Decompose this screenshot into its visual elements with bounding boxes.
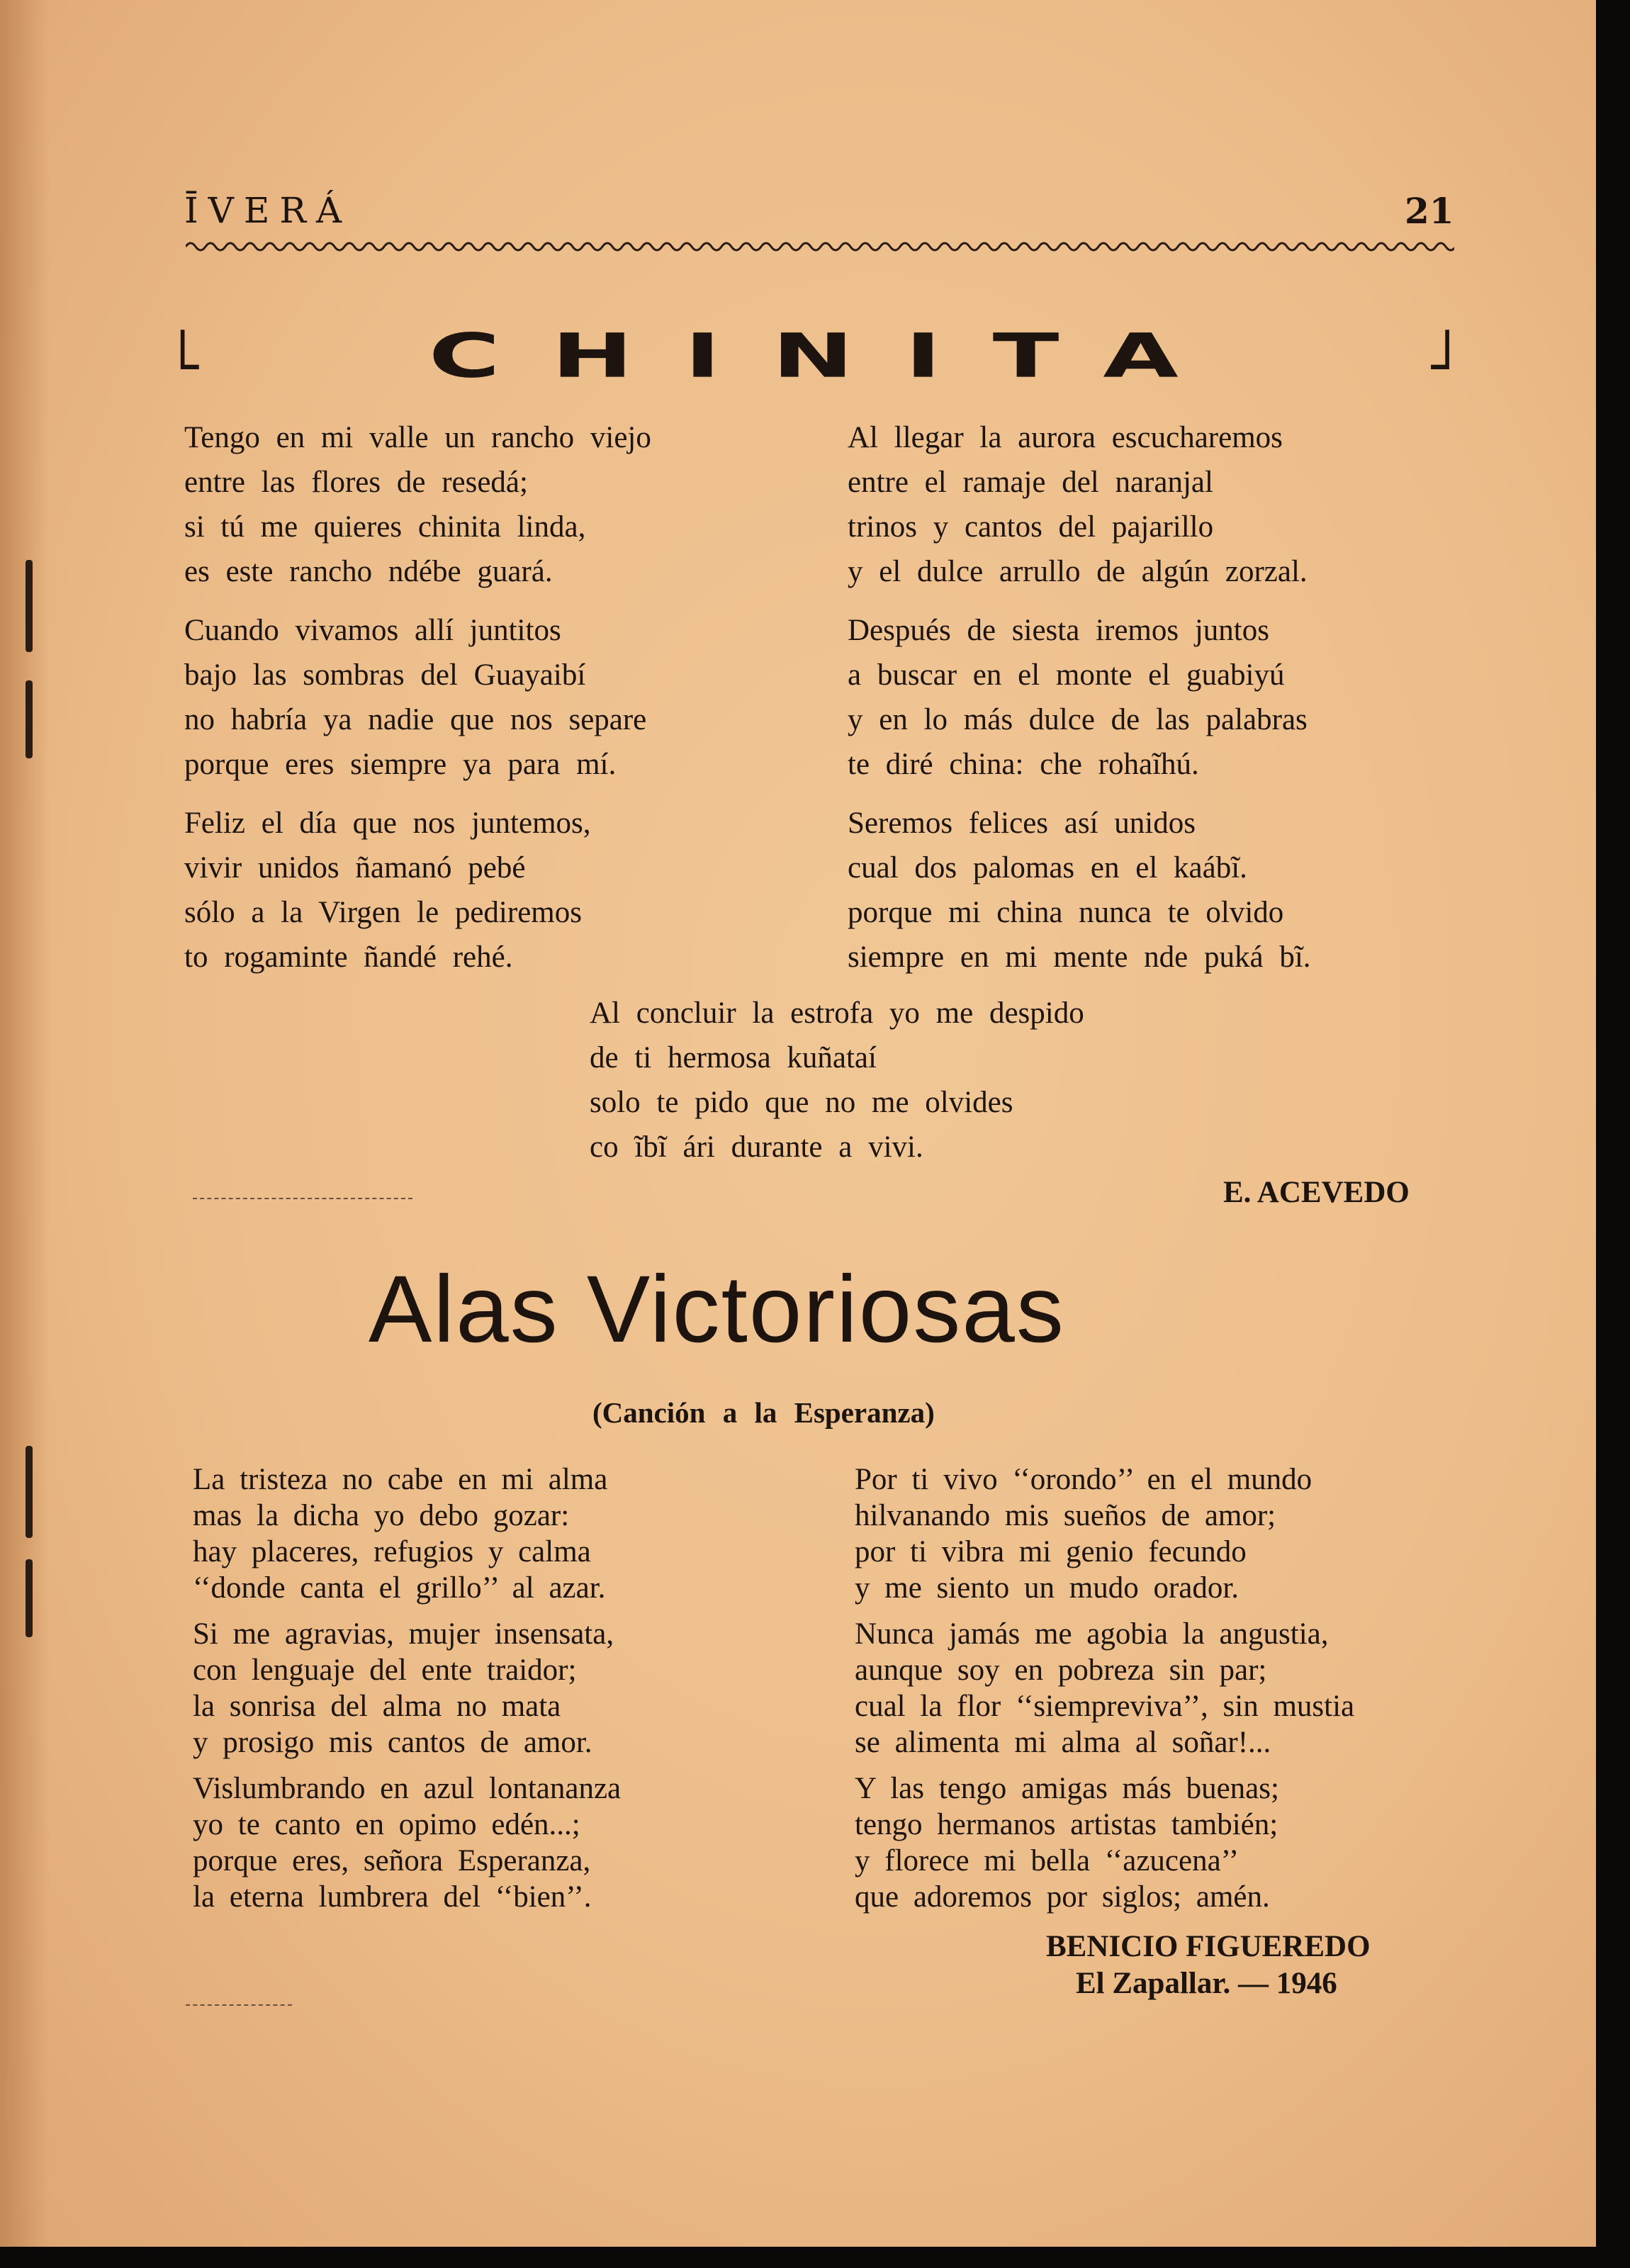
author-signature-figueredo: BENICIO FIGUEREDO: [1046, 1930, 1371, 1963]
verse-line: cual la flor ‘‘siempreviva’’, sin mustia: [855, 1690, 1355, 1723]
verse-line: Nunca jamás me agobia la angustia,: [855, 1617, 1329, 1651]
verse-line: cual dos palomas en el kaábĩ.: [848, 851, 1247, 885]
verse-line: tengo hermanos artistas también;: [855, 1808, 1278, 1841]
chinita-right-column: [848, 415, 1311, 994]
stanza: [855, 1461, 1354, 1606]
left-ornament-icon: ᒪ: [176, 319, 200, 382]
verse-line: La tristeza no cabe en mi alma: [193, 1463, 608, 1496]
verse-line: te diré china: che rohaĩhú.: [848, 748, 1199, 781]
page-edge-shadow: [0, 0, 50, 2247]
verse-line: con lenguaje del ente traidor;: [193, 1654, 577, 1687]
verse-line: vivir unidos ñamanó pebé: [184, 851, 526, 885]
verse-line: Cuando vivamos allí juntitos: [184, 614, 561, 647]
verse-line: y en lo más dulce de las palabras: [848, 703, 1308, 736]
alas-left-column: [193, 1461, 621, 1925]
verse-line: co ĩbĩ ári durante a vivi.: [590, 1130, 923, 1164]
verse-line: y me siento un mudo orador.: [855, 1571, 1240, 1605]
verse-line: Por ti vivo ‘‘orondo’’ en el mundo: [855, 1463, 1313, 1496]
verse-line: to rogaminte ñandé rehé.: [184, 941, 513, 974]
verse-line: es este rancho ndébe guará.: [184, 555, 553, 588]
verse-line: y florece mi bella ‘‘azucena’’: [855, 1844, 1240, 1877]
verse-line: y el dulce arrullo de algún zorzal.: [848, 555, 1308, 588]
poem-title-alas-victoriosas: Alas Victoriosas: [369, 1257, 1065, 1362]
stanza: [184, 608, 651, 787]
alas-right-column: [855, 1461, 1354, 1925]
verse-line: ‘‘donde canta el grillo’’ al azar.: [193, 1571, 606, 1605]
section-divider: [193, 1198, 412, 1199]
verse-line: Tengo en mi valle un rancho viejo: [184, 421, 651, 454]
verse-line: trinos y cantos del pajarillo: [848, 510, 1214, 544]
verse-line: solo te pido que no me olvides: [590, 1086, 1013, 1119]
verse-line: Feliz el día que nos juntemos,: [184, 807, 591, 840]
binding-staple-upper: [26, 680, 33, 758]
right-ornament-icon: ᒧ: [1428, 319, 1454, 382]
verse-line: bajo las sombras del Guayaibí: [184, 658, 586, 692]
verse-line: hay placeres, refugios y calma: [193, 1535, 591, 1568]
author-signature-acevedo: E. ACEVEDO: [1223, 1176, 1410, 1209]
stanza: [193, 1616, 621, 1761]
stanza: [848, 415, 1311, 594]
verse-line: se alimenta mi alma al soñar!...: [855, 1726, 1271, 1759]
verse-line: y prosigo mis cantos de amor.: [193, 1726, 592, 1759]
verse-line: yo te canto en opimo edén...;: [193, 1808, 580, 1841]
verse-line: Seremos felices así unidos: [848, 807, 1196, 840]
verse-line: que adoremos por siglos; amén.: [855, 1880, 1270, 1914]
wavy-rule-divider: [186, 238, 1454, 255]
verse-line: Si me agravias, mujer insensata,: [193, 1617, 614, 1651]
stanza: [184, 801, 651, 979]
verse-line: sólo a la Virgen le pediremos: [184, 896, 582, 929]
verse-line: mas la dicha yo debo gozar:: [193, 1499, 570, 1532]
verse-line: a buscar en el monte el guabiyú: [848, 658, 1285, 692]
verse-line: la eterna lumbrera del ‘‘bien’’.: [193, 1880, 592, 1914]
verse-line: Vislumbrando en azul lontananza: [193, 1772, 622, 1805]
stanza: [855, 1770, 1354, 1915]
running-title: ĪVERÁ: [184, 190, 352, 231]
verse-line: hilvanando mis sueños de amor;: [855, 1499, 1276, 1532]
binding-staple-lower: [26, 1446, 33, 1538]
verse-line: entre el ramaje del naranjal: [848, 466, 1213, 499]
poem-title-chinita: CHINITA: [428, 320, 1230, 391]
verse-line: por ti vibra mi genio fecundo: [855, 1535, 1247, 1568]
stanza: [193, 1461, 621, 1606]
stanza: [848, 801, 1311, 979]
place-date: El Zapallar. — 1946: [1076, 1967, 1337, 2000]
stanza: [193, 1770, 621, 1915]
verse-line: Al concluir la estrofa yo me despido: [590, 997, 1084, 1030]
verse-line: no habría ya nadie que nos separe: [184, 703, 647, 736]
stanza: [848, 608, 1311, 787]
verse-line: de ti hermosa kuñataí: [590, 1041, 877, 1074]
verse-line: siempre en mi mente nde puká bĩ.: [848, 941, 1311, 974]
binding-staple-top: [26, 560, 33, 652]
verse-line: aunque soy en pobreza sin par;: [855, 1654, 1267, 1687]
verse-line: porque eres, señora Esperanza,: [193, 1844, 591, 1877]
verse-line: Y las tengo amigas más buenas;: [855, 1772, 1279, 1805]
binding-staple-bottom: [26, 1559, 33, 1637]
verse-line: Al llegar la aurora escucharemos: [848, 421, 1283, 454]
verse-line: si tú me quieres chinita linda,: [184, 510, 586, 544]
page-number: 21: [1405, 190, 1454, 232]
section-divider: [186, 2004, 292, 2006]
stanza: [184, 415, 651, 594]
verse-line: porque mi china nunca te olvido: [848, 896, 1284, 929]
chinita-final-stanza: [590, 991, 1084, 1169]
verse-line: Después de siesta iremos juntos: [848, 614, 1269, 647]
verse-line: porque eres siempre ya para mí.: [184, 748, 617, 781]
chinita-left-column: [184, 415, 651, 994]
stanza: [855, 1616, 1354, 1761]
verse-line: entre las flores de resedá;: [184, 466, 528, 499]
poem-subtitle: (Canción a la Esperanza): [592, 1396, 935, 1429]
verse-line: la sonrisa del alma no mata: [193, 1690, 561, 1723]
